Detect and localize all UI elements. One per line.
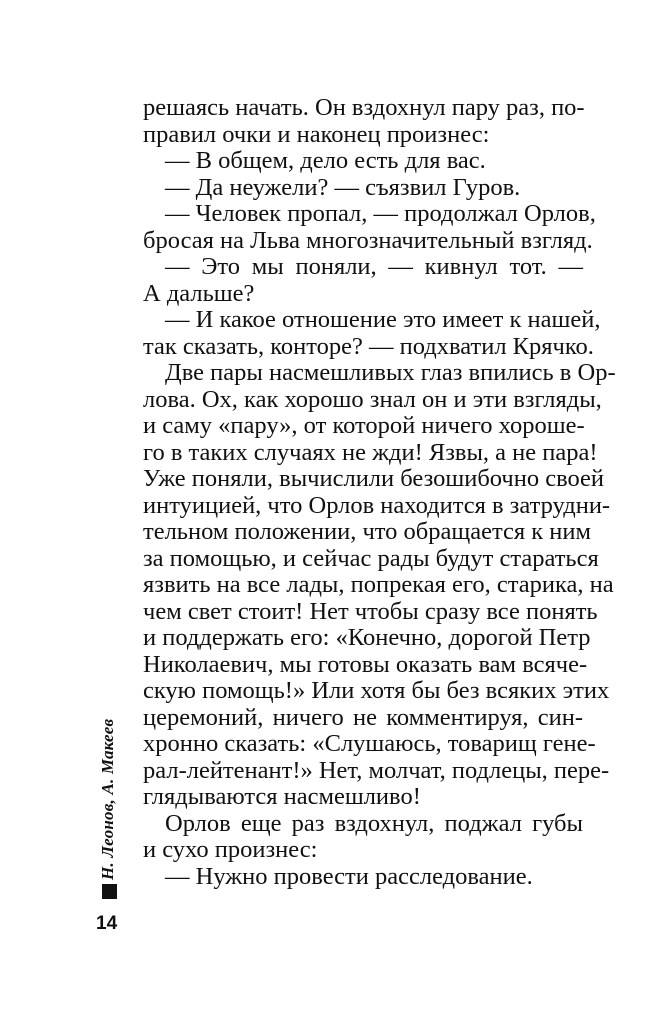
text-line: тельном положении, что обращается к ним bbox=[143, 518, 592, 545]
text-line: — И какое отношение это имеет к нашей, bbox=[165, 306, 601, 333]
text-line: хронно сказать: «Слушаюсь, товарищ гене- bbox=[143, 730, 596, 757]
text-line: — В общем, дело есть для вас. bbox=[165, 147, 486, 174]
text-line: Две пары насмешливых глаз впились в Ор- bbox=[165, 359, 616, 386]
text-line: за помощью, и сейчас рады будут стараться bbox=[143, 544, 599, 572]
author-names: Н. Леонов, А. Макеев bbox=[98, 718, 117, 880]
text-line: интуицией, что Орлов находится в затрудни- bbox=[143, 491, 611, 519]
text-line: церемоний, ничего не комментируя, син- bbox=[143, 703, 583, 731]
text-line: язвить на все лады, попрекая его, старика, на bbox=[143, 571, 614, 598]
page-number: 14 bbox=[96, 913, 118, 934]
text-line: бросая на Льва многозначительный взгляд. bbox=[143, 226, 593, 254]
text-line: Уже поняли, вычислили безошибочно своей bbox=[143, 465, 605, 492]
text-line: и сухо произнес: bbox=[143, 836, 318, 863]
text-line: го в таких случаях не жди! Язвы, а не пара! bbox=[143, 438, 598, 466]
text-line: — Нужно провести расследование. bbox=[165, 862, 533, 890]
text-line: рал-лейтенант!» Нет, молчат, подлецы, пере- bbox=[143, 756, 610, 784]
text-line: — Человек пропал, — продолжал Орлов, bbox=[165, 200, 596, 227]
text-line: Николаевич, мы готовы оказать вам всяче- bbox=[143, 650, 588, 678]
square-marker-icon bbox=[102, 884, 117, 899]
text-line: А дальше? bbox=[143, 279, 255, 307]
text-line: — Это мы поняли, — кивнул тот. — bbox=[165, 253, 583, 280]
body-text bbox=[143, 94, 616, 890]
text-line: — Да неужели? — съязвил Гуров. bbox=[165, 173, 521, 201]
text-line: скую помощь!» Или хотя бы без всяких этих bbox=[143, 677, 610, 704]
text-line: лова. Ох, как хорошо знал он и эти взгляды, bbox=[143, 385, 602, 413]
text-line: глядываются насмешливо! bbox=[143, 783, 421, 810]
text-line: правил очки и наконец произнес: bbox=[143, 120, 490, 148]
text-line: и саму «пару», от которой ничего хороше- bbox=[143, 412, 585, 439]
text-line: так сказать, конторе? — подхватил Крячко. bbox=[143, 332, 594, 360]
text-line: и поддержать его: «Конечно, дорогой Петр bbox=[143, 624, 591, 651]
text-line: решаясь начать. Он вздохнул пару раз, по- bbox=[143, 94, 585, 121]
text-line: Орлов еще раз вздохнул, поджал губы bbox=[165, 809, 583, 837]
text-line: чем свет стоит! Нет чтобы сразу все понять bbox=[143, 597, 598, 625]
